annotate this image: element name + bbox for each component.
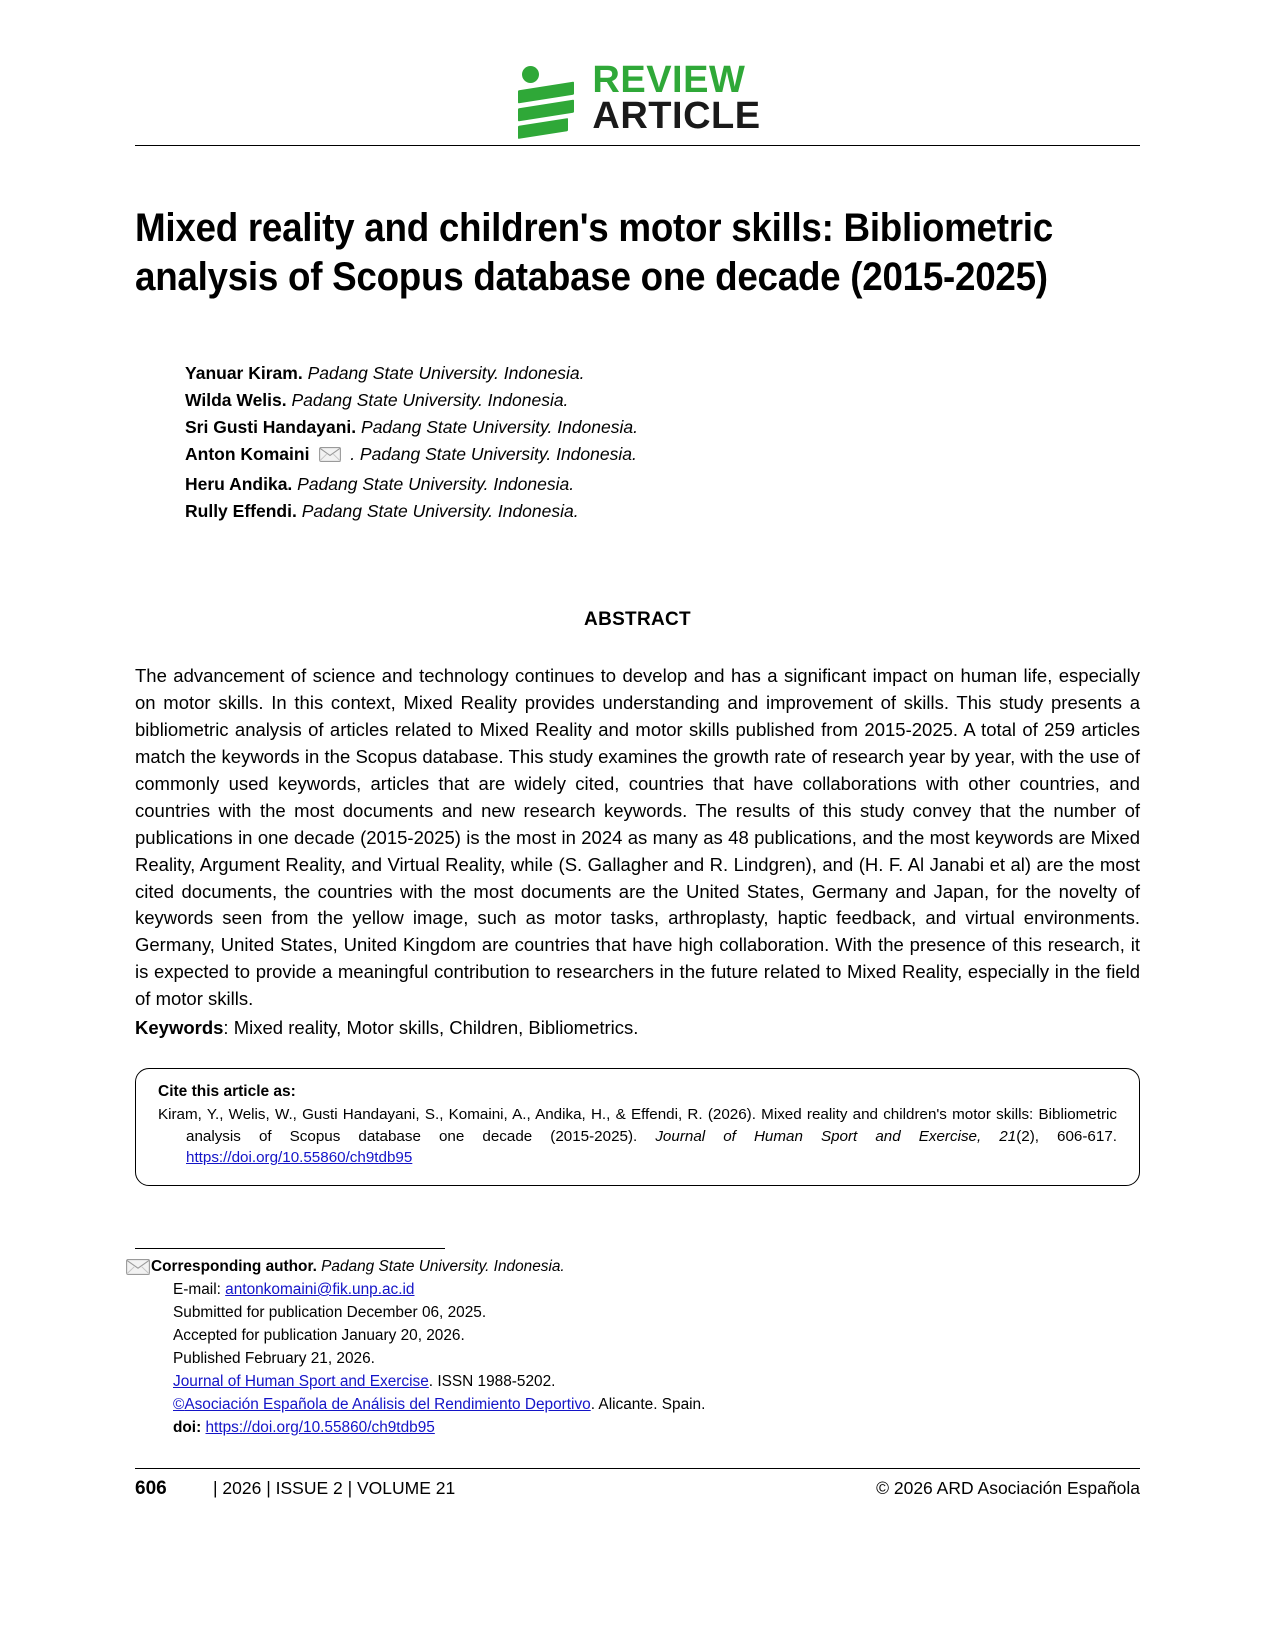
envelope-icon: [126, 1259, 150, 1283]
email-link[interactable]: antonkomaini@fik.unp.ac.id: [225, 1280, 415, 1298]
corresponding-author-affiliation: Padang State University. Indonesia.: [316, 1258, 565, 1275]
author-name: Yanuar Kiram.: [185, 362, 303, 383]
footer-divider: [135, 1468, 1140, 1469]
masthead-divider: [135, 145, 1140, 146]
footer-issue-info: | 2026 | ISSUE 2 | VOLUME 21: [213, 1478, 456, 1498]
author-entry-corresponding: [185, 441, 1140, 470]
footnote-body: [135, 1256, 1140, 1440]
review-article-logo: [514, 59, 761, 138]
copyright-symbol: ©: [173, 1395, 185, 1413]
author-entry: [185, 360, 1140, 387]
author-affiliation: . Padang State University. Indonesia.: [350, 444, 637, 465]
logo-line-review: REVIEW: [592, 59, 746, 101]
publisher-location: . Alicante. Spain.: [590, 1395, 706, 1413]
masthead: [135, 0, 1140, 138]
abstract-heading: ABSTRACT: [584, 609, 691, 631]
footer-copyright: © 2026 ARD Asociación Española: [876, 1478, 1140, 1498]
corresponding-author-label: Corresponding author.: [151, 1258, 317, 1275]
author-affiliation: Padang State University. Indonesia.: [361, 417, 638, 438]
footnote-publisher-line: [173, 1394, 1140, 1417]
journal-issn: . ISSN 1988-5202.: [428, 1372, 556, 1390]
footer-page-number: 606: [135, 1478, 167, 1499]
footer-row: [135, 1478, 1140, 1500]
footnote-block: [135, 1248, 1140, 1440]
cite-pages: (2), 606-617.: [1016, 1127, 1117, 1145]
author-name: Heru Andika.: [185, 473, 293, 494]
publisher-link[interactable]: Asociación Española de Análisis del Rendimiento Deportivo: [184, 1395, 591, 1413]
footnote-divider: [135, 1248, 445, 1249]
logo-mark-icon: [514, 64, 576, 132]
author-affiliation: Padang State University. Indonesia.: [291, 389, 569, 410]
footnote-journal-line: [173, 1371, 1140, 1394]
cite-this-article-box: [135, 1068, 1140, 1186]
author-name: Sri Gusti Handayani.: [185, 417, 357, 438]
footnote-email-line: [173, 1279, 1140, 1302]
page-title: Mixed reality and children's motor skills: Bibliometric analysis of Scopus database one decade (2015-2025): [135, 205, 1053, 299]
cite-journal-title: Journal of Human Sport and Exercise, 21: [655, 1127, 1017, 1145]
doi-link[interactable]: https://doi.org/10.55860/ch9tdb95: [205, 1418, 435, 1436]
footnote-corresponding-line: [151, 1256, 1140, 1279]
cite-box-reference: [158, 1104, 1117, 1169]
journal-link[interactable]: Journal of Human Sport and Exercise: [173, 1372, 429, 1390]
author-affiliation: Padang State University. Indonesia.: [307, 362, 585, 383]
email-label: E-mail:: [173, 1280, 226, 1298]
author-entry: [185, 471, 1140, 498]
footnote-submitted-line: Submitted for publication December 06, 2025.: [173, 1303, 487, 1321]
author-affiliation: Padang State University. Indonesia.: [301, 501, 579, 522]
footnote-accepted-line: Accepted for publication January 20, 2026.: [173, 1326, 465, 1344]
keywords-value: : Mixed reality, Motor skills, Children, Bibliometrics.: [223, 1017, 639, 1039]
author-name: Rully Effendi.: [185, 501, 297, 522]
author-list: [185, 360, 1140, 526]
cite-reference-text: Kiram, Y., Welis, W., Gusti Handayani, S., Komaini, A., Andika, H., & Effendi, R. (2026). Mixed reality and children's motor skills: Bibliometric analysis of Scopus database one decade (2015-2025).: [158, 1106, 1117, 1145]
keywords-label: Keywords: [135, 1017, 224, 1039]
author-affiliation: Padang State University. Indonesia.: [297, 473, 575, 494]
author-entry: [185, 498, 1140, 525]
doi-label: doi:: [173, 1418, 202, 1436]
footnote-doi-line: [173, 1417, 1140, 1440]
abstract-body: The advancement of science and technology continues to develop and has a significant impact on human life, especially on motor skills. In this context, Mixed Reality provides understanding and improvement of skills. This study presents a bibliometric analysis of articles related to Mixed Reality and motor skills published from 2015-2025. A total of 259 articles match the keywords in the Scopus database. This study examines the growth rate of research year by year, with the use of commonly used keywords, articles that are widely cited, countries that have collaborations with other countries, and countries with the most documents and new research keywords. The results of this study convey that the number of publications in one decade (2015-2025) is the most in 2024 as many as 48 publications, and the most keywords are Mixed Reality, Argument Reality, and Virtual Reality, while (S. Gallagher and R. Lindgren), and (H. F. Al Janabi et al) are the most cited documents, the countries with the most documents are the United States, Germany and Japan, for the novelty of keywords seen from the yellow image, such as motor tasks, arthroplasty, haptic feedback, and virtual environments. Germany, United States, United Kingdom are countries that have high collaboration. With the presence of this research, it is expected to provide a meaningful contribution to researchers in the future related to Mixed Reality, especially in the field of motor skills.: [135, 665, 1140, 1010]
cite-doi-link[interactable]: https://doi.org/10.55860/ch9tdb95: [186, 1149, 413, 1167]
page-footer: [135, 1468, 1140, 1500]
author-entry: [185, 387, 1140, 414]
author-name: Anton Komaini: [185, 444, 310, 465]
logo-line-article: ARTICLE: [592, 95, 761, 138]
envelope-icon[interactable]: [319, 443, 341, 470]
footnote-published-line: Published February 21, 2026.: [173, 1349, 375, 1367]
logo-wordmark: [592, 59, 761, 138]
keywords-line: [135, 1015, 1140, 1042]
cite-box-heading: Cite this article as:: [158, 1083, 296, 1100]
author-name: Wilda Welis.: [185, 389, 287, 410]
author-entry: [185, 414, 1140, 441]
